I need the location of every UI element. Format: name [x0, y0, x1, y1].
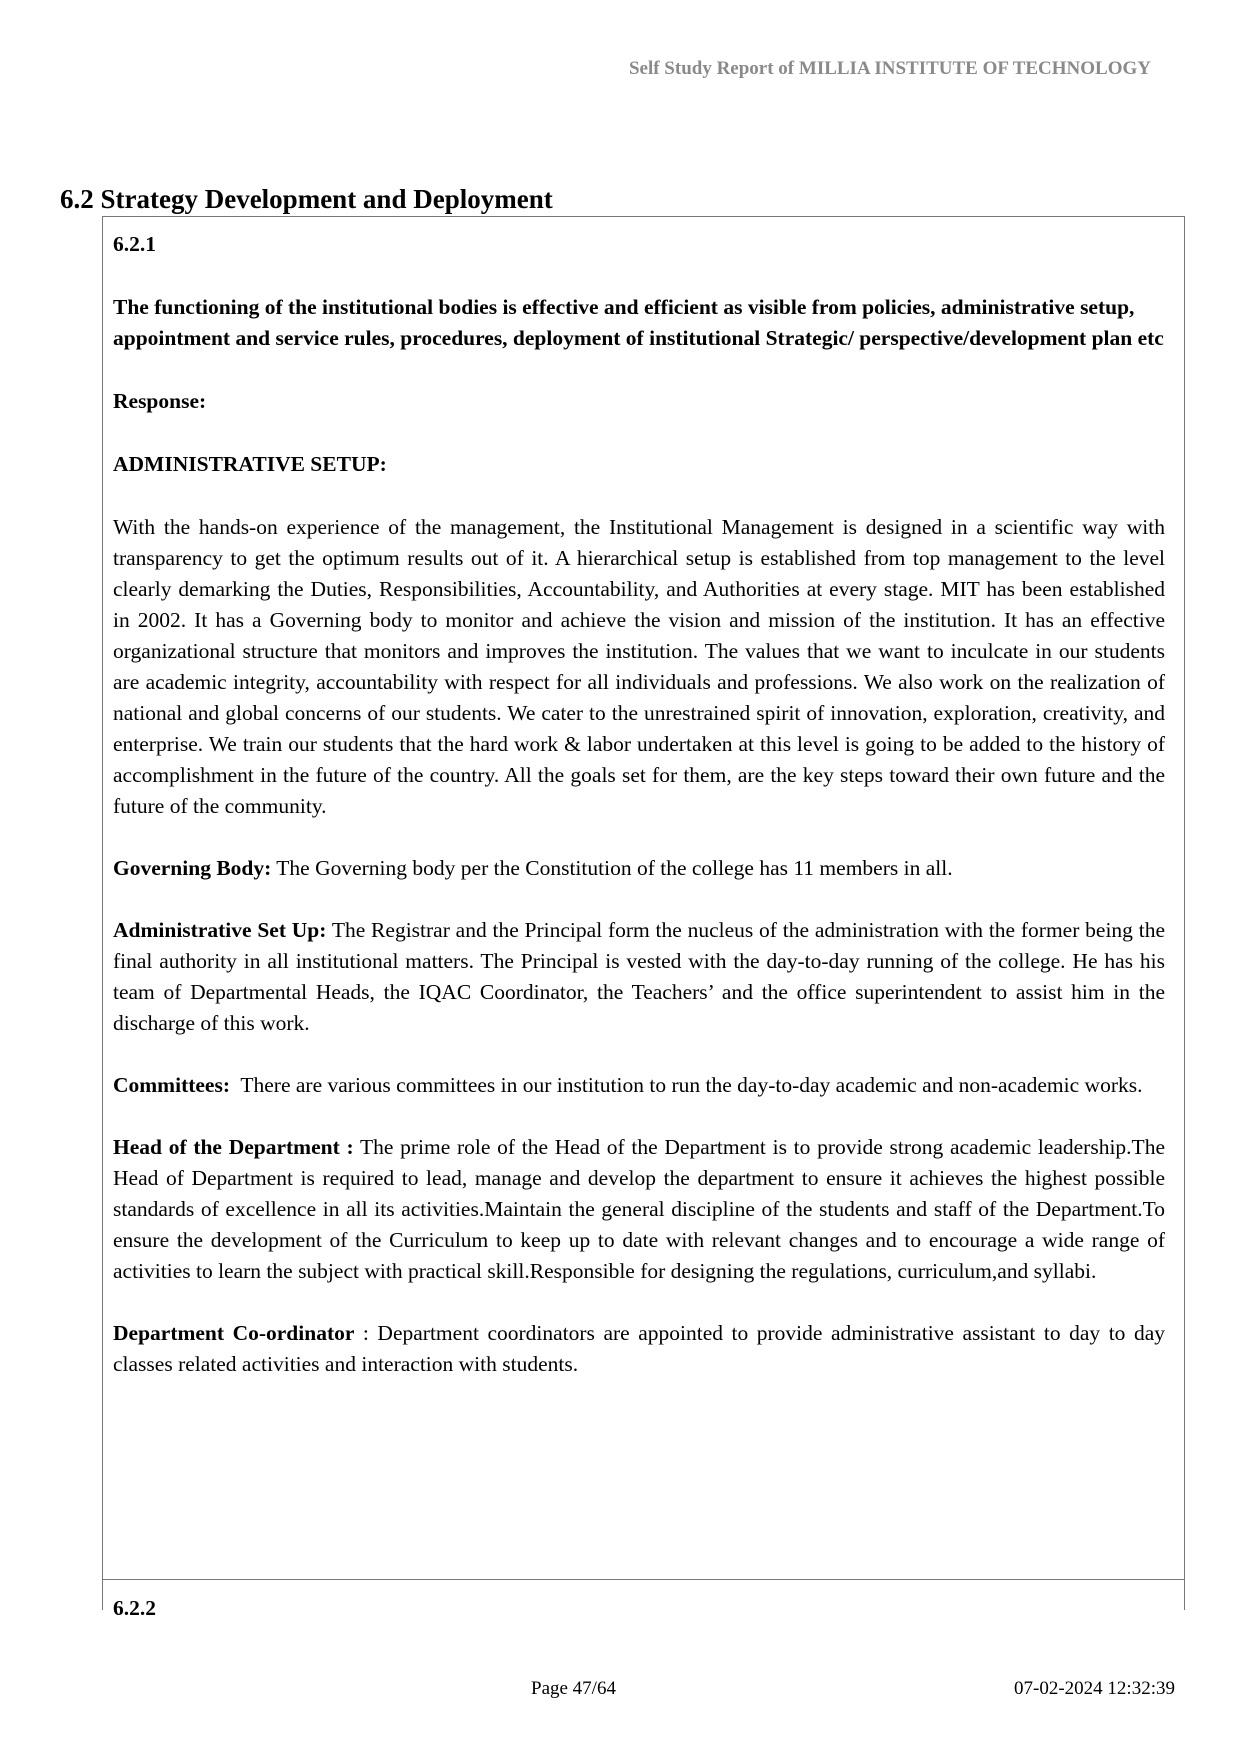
committees-text: There are various committees in our institution to run the day-to-day academic and non-academic works.: [230, 1073, 1143, 1097]
admin-setup-paragraph: With the hands-on experience of the management, the Institutional Management is designed in a scientific way with transparency to get the optimum results out of it. A hierarchical setup is established from top management to the level clearly demarking the Duties, Responsibilities, Accountability, and Authorities at every stage. MIT has been established in 2002. It has a Governing body to monitor and achieve the vision and mission of the institution. It has an effective organizational structure that monitors and improves the institution. The values that we want to inculcate in our students are academic integrity, accountability with respect for all individuals and professions. We also work on the realization of national and global concerns of our students. We cater to the unrestrained spirit of innovation, exploration, creativity, and enterprise. We train our students that the hard work & labor undertaken at this level is going to be added to the history of accomplishment in the future of the country. All the goals set for them, are the key steps toward their own future and the future of the community.: [113, 515, 1165, 818]
report-header: Self Study Report of MILLIA INSTITUTE OF TECHNOLOGY: [628, 58, 1151, 79]
administrative-setup-paragraph: [113, 915, 1165, 1039]
generated-datetime: 07-02-2024 12:32:39: [1014, 1678, 1175, 1699]
coordinator-label: Department Co-ordinator: [113, 1321, 355, 1345]
hod-text: The prime role of the Head of the Department is to provide strong academic leadership.The Head of Department is required to lead, manage and develop the department to ensure it achieves the highest possible standards of excellence in all its activities.Maintain the general discipline of the students and staff of the Department.To ensure the development of the Curriculum to keep up to date with relevant changes and to encourage a wide range of activities to learn the subject with practical skill.Responsible for designing the regulations, curriculum,and syllabi.: [113, 1135, 1165, 1283]
section-title: 6.2 Strategy Development and Deployment: [60, 184, 553, 214]
admin-setup-heading: ADMINISTRATIVE SETUP:: [113, 452, 387, 476]
hod-label: Head of the Department :: [113, 1135, 354, 1159]
response-label: Response:: [113, 389, 207, 413]
coordinator-text: : Department coordinators are appointed to provide administrative assistant to day to day classes related activities and interaction with students.: [113, 1321, 1165, 1376]
metric-number: 6.2.1: [113, 232, 156, 256]
metric-table: [102, 216, 1185, 1620]
page-number: Page 47/64: [531, 1678, 616, 1699]
metric-cell-6-2-1: [103, 217, 1184, 1580]
governing-body-text: The Governing body per the Constitution of the college has 11 members in all.: [271, 856, 953, 880]
committees-label: Committees:: [113, 1073, 231, 1097]
coordinator-paragraph: [113, 1318, 1165, 1380]
governing-body-label: Governing Body:: [113, 856, 272, 880]
committees-paragraph: [113, 1070, 1165, 1101]
hod-paragraph: [113, 1132, 1165, 1287]
metric-number-6-2-2: 6.2.2: [113, 1596, 156, 1620]
administrative-setup-label: Administrative Set Up:: [113, 918, 327, 942]
metric-question: The functioning of the institutional bodies is effective and efficient as visible from policies, administrative setup, appointment and service rules, procedures, deployment of institutional Strategic/ perspective/development plan etc: [113, 295, 1164, 350]
administrative-setup-text: The Registrar and the Principal form the nucleus of the administration with the former being the final authority in all institutional matters. The Principal is vested with the day-to-day running of the college. He has his team of Departmental Heads, the IQAC Coordinator, the Teachers’ and the office superintendent to assist him in the discharge of this work.: [113, 918, 1165, 1035]
governing-body-paragraph: [113, 853, 1165, 884]
